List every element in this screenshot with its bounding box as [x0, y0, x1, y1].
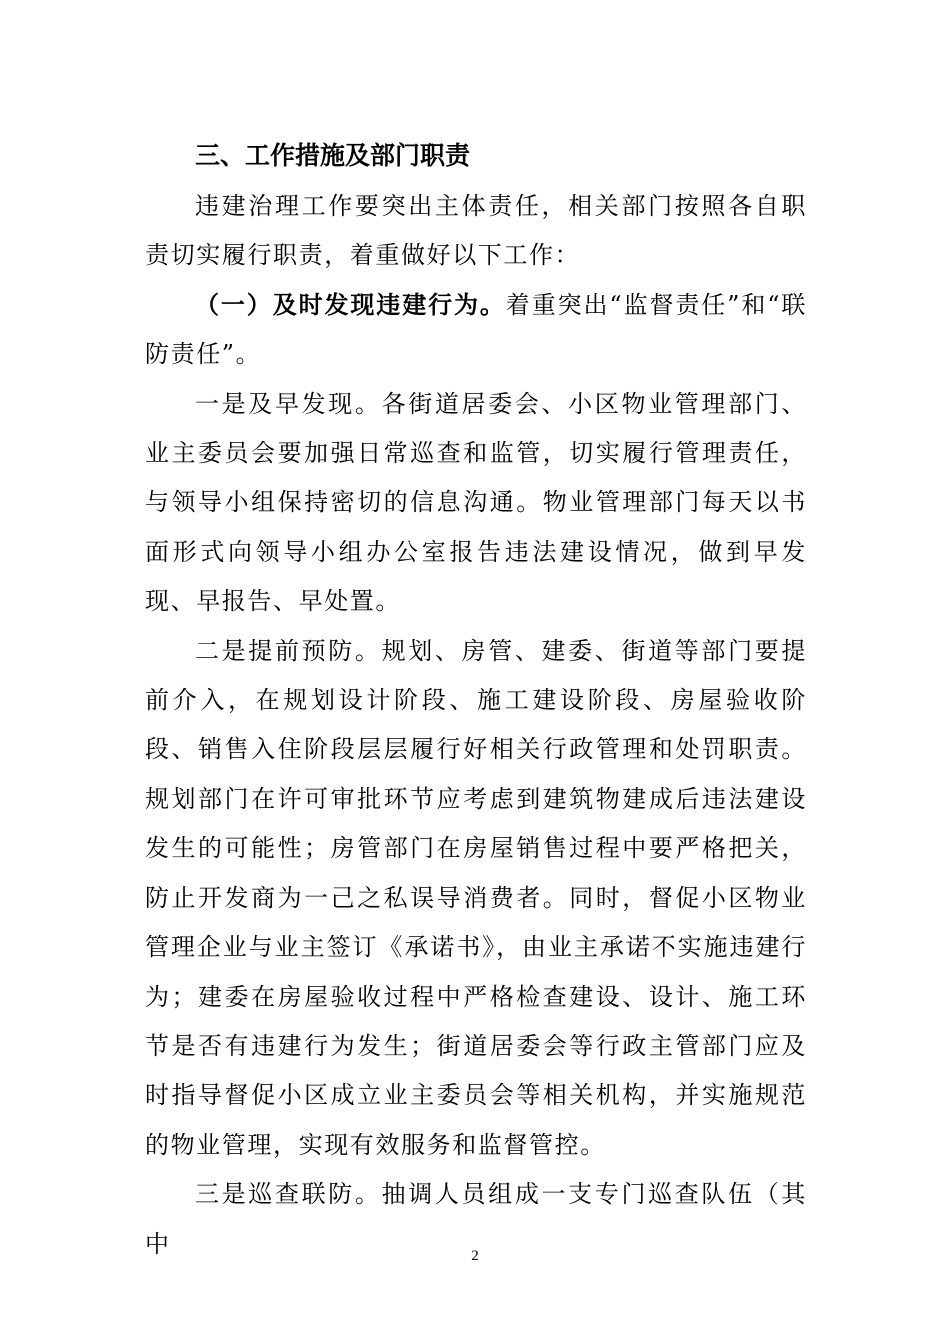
body-text [145, 182, 807, 1269]
page-number: 2 [471, 1248, 479, 1264]
paragraph-4: 三是巡查联防。抽调人员组成一支专门巡查队伍（其中 [145, 1180, 807, 1258]
paragraph-3: 二是提前预防。规划、房管、建委、街道等部门要提前介入，在规划设计阶段、施工建设阶段、房屋验收阶段、销售入住阶段层层履行好相关行政管理和处罚职责。规划部门在许可审批环节应考虑到建筑物建成后违法建设发生的可能性；房管部门在房屋销售过程中要严格把关，防止开发商为一己之私误导消费者。同时，督促小区物业管理企业与业主签订《承诺书》，由业主承诺不实施违建行为；建委在房屋验收过程中严格检查建设、设计、施工环节是否有违建行为发生；街道居委会等行政主管部门应及时指导督促小区成立业主委员会等相关机构，并实施规范的物业管理，实现有效服务和监督管控。 [145, 636, 807, 1159]
section-heading: 三、工作措施及部门职责 [195, 141, 471, 170]
paragraph-intro: 违建治理工作要突出主体责任，相关部门按照各自职责切实履行职责，着重做好以下工作： [145, 192, 807, 270]
paragraph-1-rest: 着重突出“监督责任”和“联防责任”。 [145, 290, 807, 369]
paragraph-2: 一是及早发现。各街道居委会、小区物业管理部门、业主委员会要加强日常巡查和监管，切实履行管理责任，与领导小组保持密切的信息沟通。物业管理部门每天以书面形式向领导小组办公室报告违法建设情况，做到早发现、早报告、早处置。 [145, 389, 807, 616]
paragraph-1 [145, 281, 807, 380]
paragraph-1-lead: （一）及时发现违建行为。 [195, 290, 506, 319]
